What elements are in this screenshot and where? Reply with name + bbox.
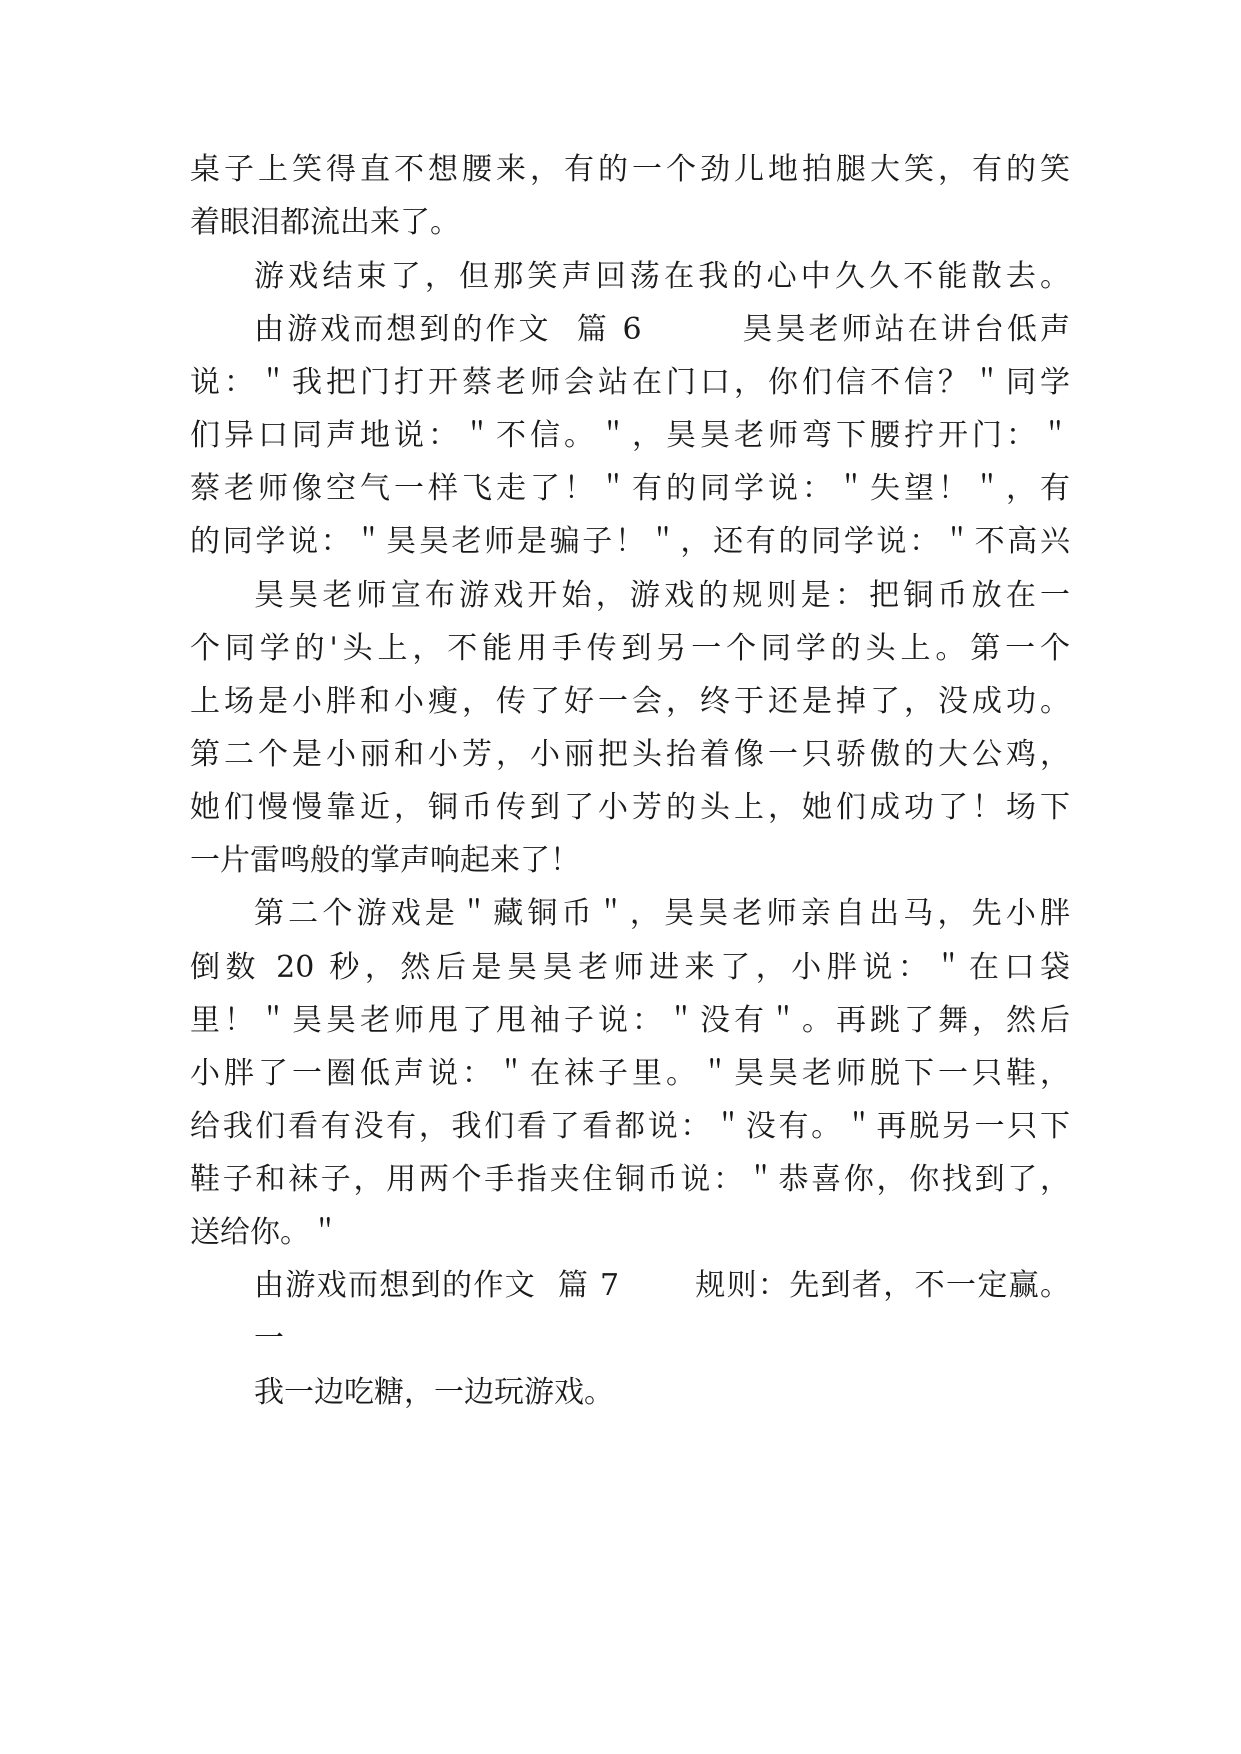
text-line: 第二个是小丽和小芳，小丽把头抬着像一只骄傲的大公鸡， [190,737,1070,772]
text-line: 一片雷鸣般的掌声响起来了！ [190,843,580,878]
text-line: 着眼泪都流出来了。 [190,205,460,240]
text-line: 倒数 20 秒，然后是昊昊老师进来了，小胖说：＂在口袋 [190,950,1070,985]
text-line: 由游戏而想到的作文 篇 6 昊昊老师站在讲台低声 [254,312,1070,347]
text-line: 送给你。＂ [190,1215,340,1250]
text-line: 一 [254,1321,284,1356]
text-line: 游戏结束了，但那笑声回荡在我的心中久久不能散去。 [254,259,1070,294]
text-line: 的同学说：＂昊昊老师是骗子！＂，还有的同学说：＂不高兴 [190,524,1070,559]
text-line: 蔡老师像空气一样飞走了！＂有的同学说：＂失望！＂，有 [190,471,1070,506]
text-line: 上场是小胖和小瘦，传了好一会，终于还是掉了，没成功。 [190,684,1070,719]
text-line: 给我们看有没有，我们看了看都说：＂没有。＂再脱另一只下 [190,1109,1070,1144]
text-line: 第二个游戏是＂藏铜币＂，昊昊老师亲自出马，先小胖 [254,896,1070,931]
text-line: 说：＂我把门打开蔡老师会站在门口，你们信不信？＂同学 [190,365,1070,400]
text-line: 我一边吃糖，一边玩游戏。 [254,1375,614,1410]
text-line: 里！＂昊昊老师甩了甩袖子说：＂没有＂。再跳了舞，然后 [190,1003,1070,1038]
text-line: 个同学的'头上，不能用手传到另一个同学的头上。第一个 [190,631,1070,666]
text-line: 昊昊老师宣布游戏开始，游戏的规则是：把铜币放在一 [254,578,1070,613]
text-line: 小胖了一圈低声说：＂在袜子里。＂昊昊老师脱下一只鞋， [190,1056,1070,1091]
text-line: 桌子上笑得直不想腰来，有的一个劲儿地拍腿大笑，有的笑 [190,152,1070,187]
text-line: 由游戏而想到的作文 篇 7 规则：先到者，不一定赢。 [254,1268,1070,1303]
text-line: 们异口同声地说：＂不信。＂，昊昊老师弯下腰拧开门：＂ [190,418,1070,453]
text-line: 她们慢慢靠近，铜币传到了小芳的头上，她们成功了！场下 [190,790,1070,825]
text-line: 鞋子和袜子，用两个手指夹住铜币说：＂恭喜你，你找到了， [190,1162,1070,1197]
